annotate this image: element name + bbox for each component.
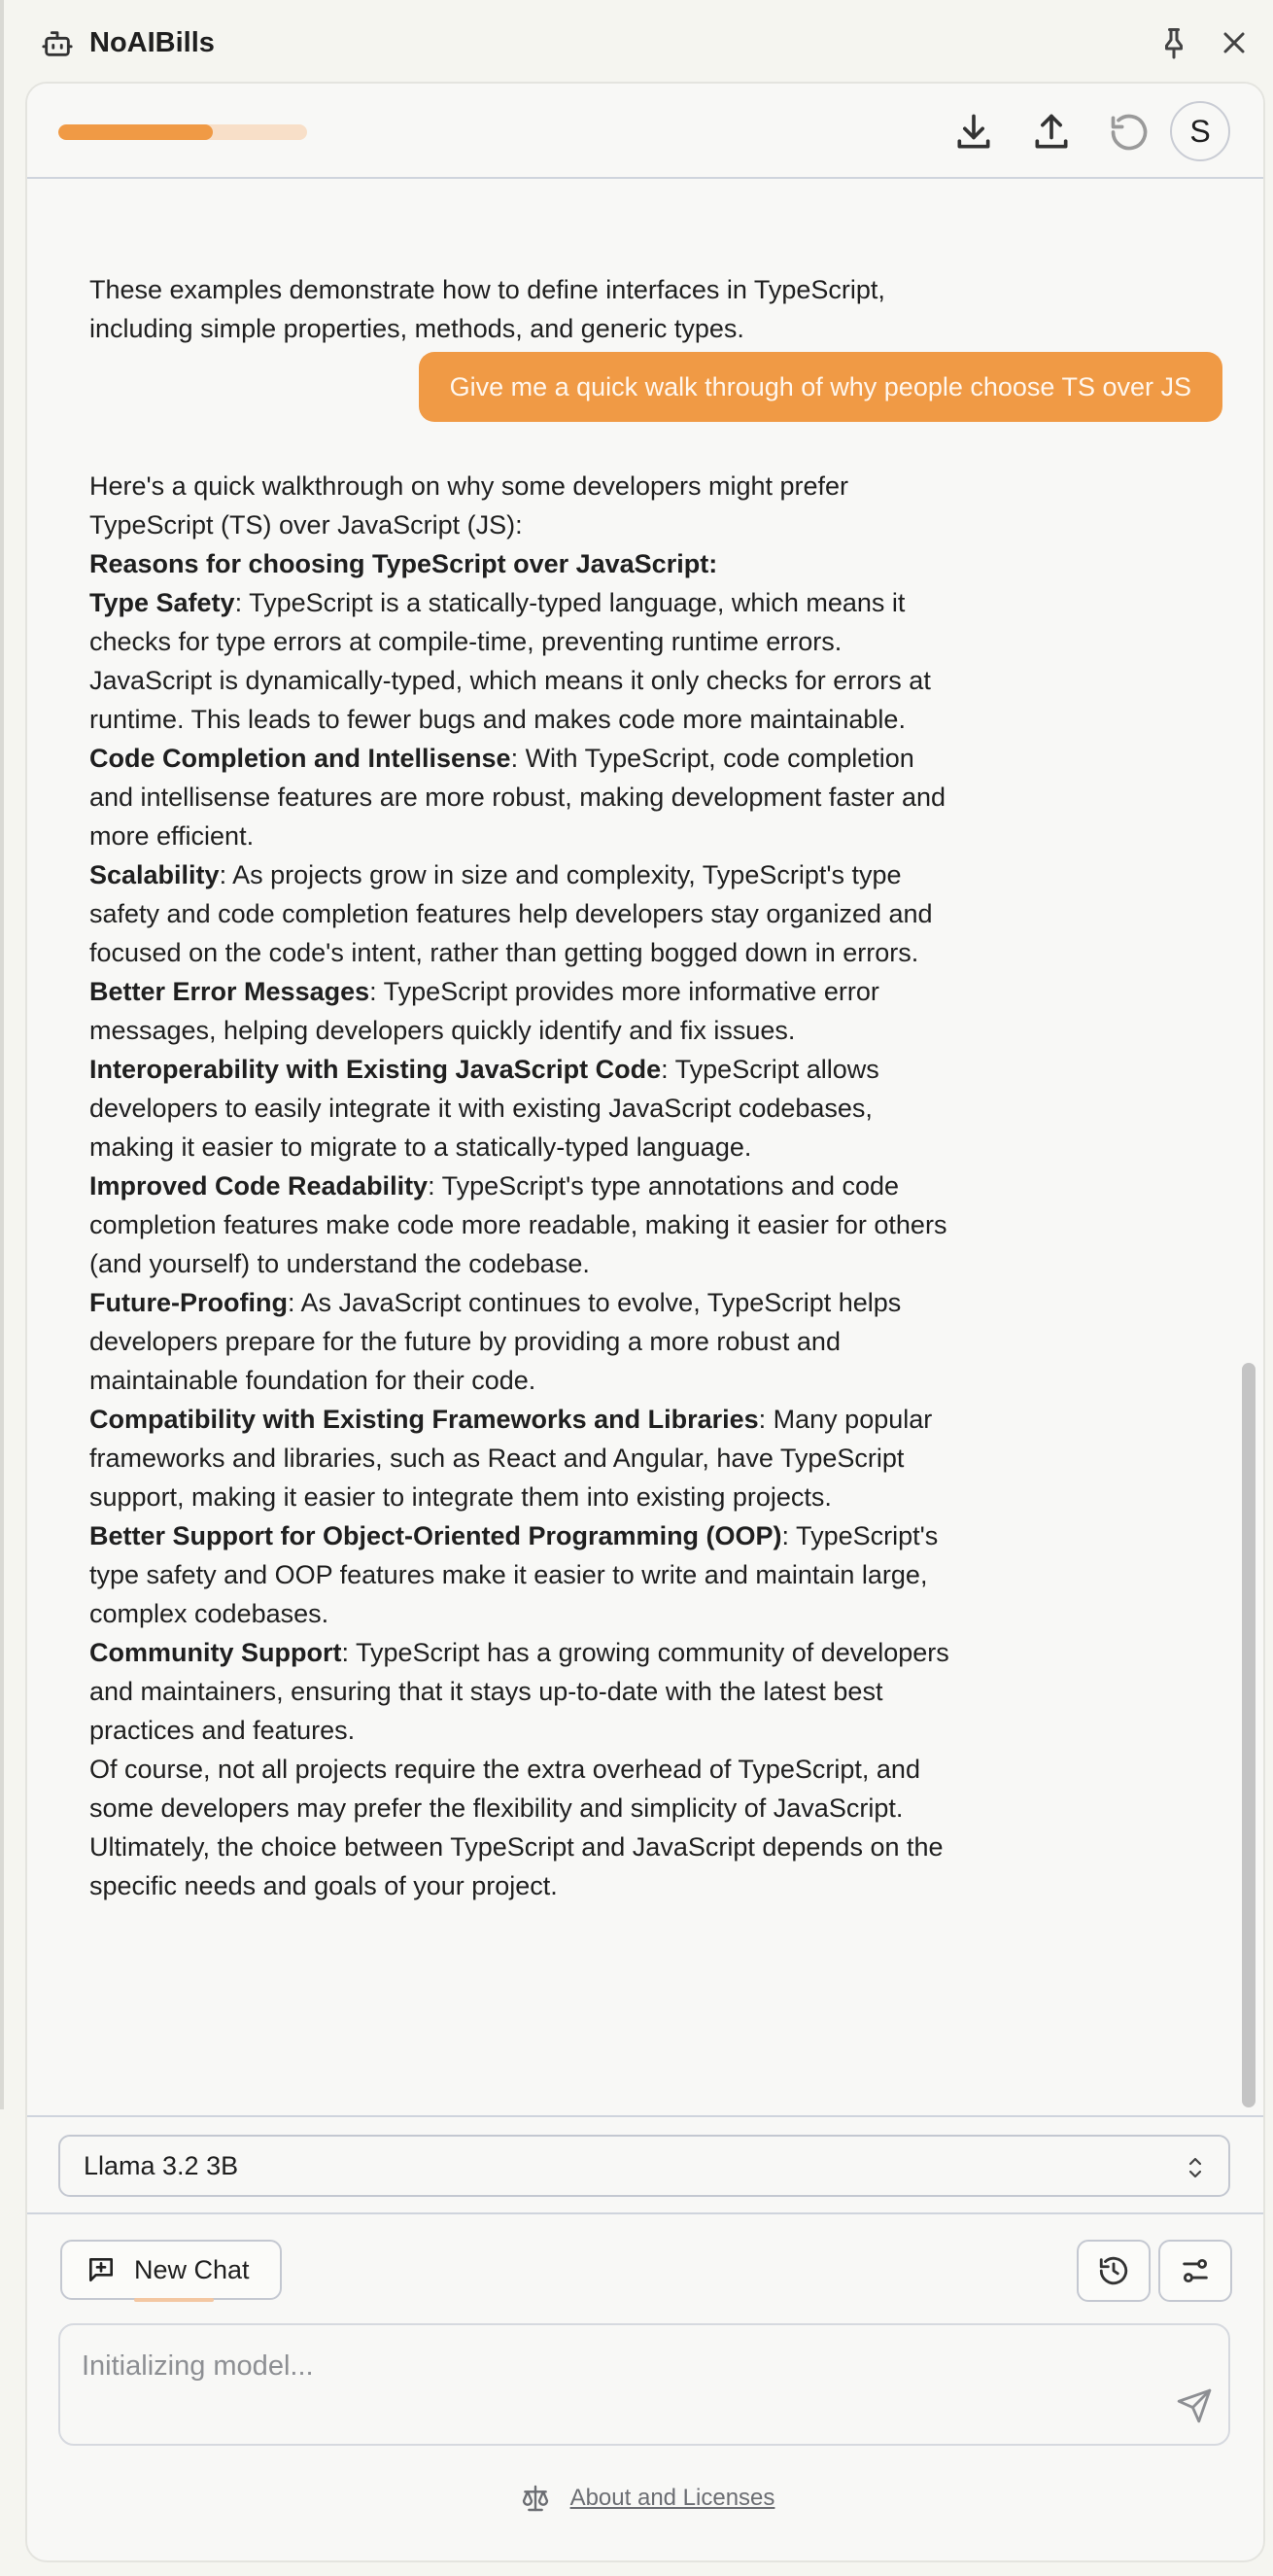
reason-item: Better Error Messages: TypeScript provides more informative error messages, helping developers quickly identify and fix issues. <box>89 977 879 1045</box>
reason-item: Better Support for Object-Oriented Programming (OOP): TypeScript's type safety and OOP features make it easier to write and maintain large, complex codebases. <box>89 1521 939 1628</box>
prompt-box <box>58 2323 1230 2446</box>
model-select-value: Llama 3.2 3B <box>84 2150 239 2180</box>
title-bar <box>0 0 1273 86</box>
response-intro: Here's a quick walkthrough on why some developers might prefer TypeScript (TS) over JavaScript (JS): <box>89 471 849 540</box>
user-message-bubble: Give me a quick walk through of why people choose TS over JS <box>419 352 1222 422</box>
response-heading: Reasons for choosing TypeScript over JavaScript: <box>89 549 718 578</box>
progress-fill <box>58 124 213 140</box>
robot-icon <box>41 27 74 60</box>
divider <box>27 2212 1265 2214</box>
reason-item: Interoperability with Existing JavaScript Code: TypeScript allows developers to easily integrate it with existing JavaScript codebases, making it easier to migrate to a statically-typed language. <box>89 1055 879 1162</box>
assistant-message <box>89 467 954 1905</box>
settings-button[interactable] <box>1158 2240 1232 2302</box>
scale-icon <box>520 2483 551 2514</box>
chat-messages <box>27 181 1265 2115</box>
reason-item: Compatibility with Existing Frameworks and Libraries: Many popular frameworks and libraries, such as React and Angular, have TypeScript support, making it easier to integrate them into existing projects. <box>89 1405 933 1512</box>
avatar[interactable]: S <box>1170 101 1230 161</box>
model-load-progress <box>58 124 307 140</box>
app-title: NoAIBills <box>89 27 215 58</box>
new-chat-indicator <box>134 2298 214 2302</box>
download-icon[interactable] <box>952 111 995 154</box>
pin-icon[interactable] <box>1156 25 1191 60</box>
response-conclusion: Of course, not all projects require the extra overhead of TypeScript, and some developers may prefer the flexibility and simplicity of JavaScript. Ultimately, the choice between TypeScript and JavaScript depends on the specific needs and goals of your project. <box>89 1755 944 1900</box>
chevron-updown-icon <box>1184 2154 1207 2181</box>
reason-item: Type Safety: TypeScript is a statically-typed language, which means it checks for type errors at compile-time, preventing runtime errors. JavaScript is dynamically-typed, which means it only checks for errors at runtime. This leads to fewer bugs and makes code more maintainable. <box>89 588 931 734</box>
reason-item: Community Support: TypeScript has a growing community of developers and maintainers, ensuring that it stays up-to-date with the latest best practices and features. <box>89 1638 949 1745</box>
send-icon[interactable] <box>1176 2387 1213 2424</box>
reset-icon[interactable] <box>1108 111 1151 154</box>
sliders-icon <box>1179 2254 1212 2287</box>
about-licenses-link[interactable]: About and Licenses <box>569 2485 775 2511</box>
divider <box>27 2115 1265 2117</box>
chat-panel <box>25 82 1265 2562</box>
chat-toolbar <box>27 84 1265 179</box>
message-text: These examples demonstrate how to define interfaces in TypeScript, including simple properties, methods, and generic types. <box>89 275 885 343</box>
footer <box>27 2479 1265 2518</box>
history-icon <box>1097 2254 1130 2287</box>
window-edge <box>0 0 4 2109</box>
message-plus-icon <box>86 2254 117 2285</box>
new-chat-label: New Chat <box>134 2254 250 2284</box>
model-select[interactable] <box>58 2135 1230 2197</box>
prompt-input[interactable] <box>82 2345 1131 2387</box>
reason-item: Code Completion and Intellisense: With TypeScript, code completion and intellisense features are more robust, making development faster and more efficient. <box>89 744 946 851</box>
chat-scrollbar[interactable] <box>1242 1363 1256 2107</box>
upload-icon[interactable] <box>1030 111 1073 154</box>
reason-item: Scalability: As projects grow in size and complexity, TypeScript's type safety and code completion features help developers stay organized and focused on the code's intent, rather than getting bogged down in errors. <box>89 860 933 967</box>
history-button[interactable] <box>1077 2240 1151 2302</box>
new-chat-button[interactable] <box>60 2240 282 2300</box>
assistant-message-previous <box>89 270 945 348</box>
reason-item: Improved Code Readability: TypeScript's type annotations and code completion features make code more readable, making it easier for others (and yourself) to understand the codebase. <box>89 1171 947 1278</box>
reason-item: Future-Proofing: As JavaScript continues to evolve, TypeScript helps developers prepare for the future by providing a more robust and maintainable foundation for their code. <box>89 1288 902 1395</box>
close-icon[interactable] <box>1217 25 1252 60</box>
